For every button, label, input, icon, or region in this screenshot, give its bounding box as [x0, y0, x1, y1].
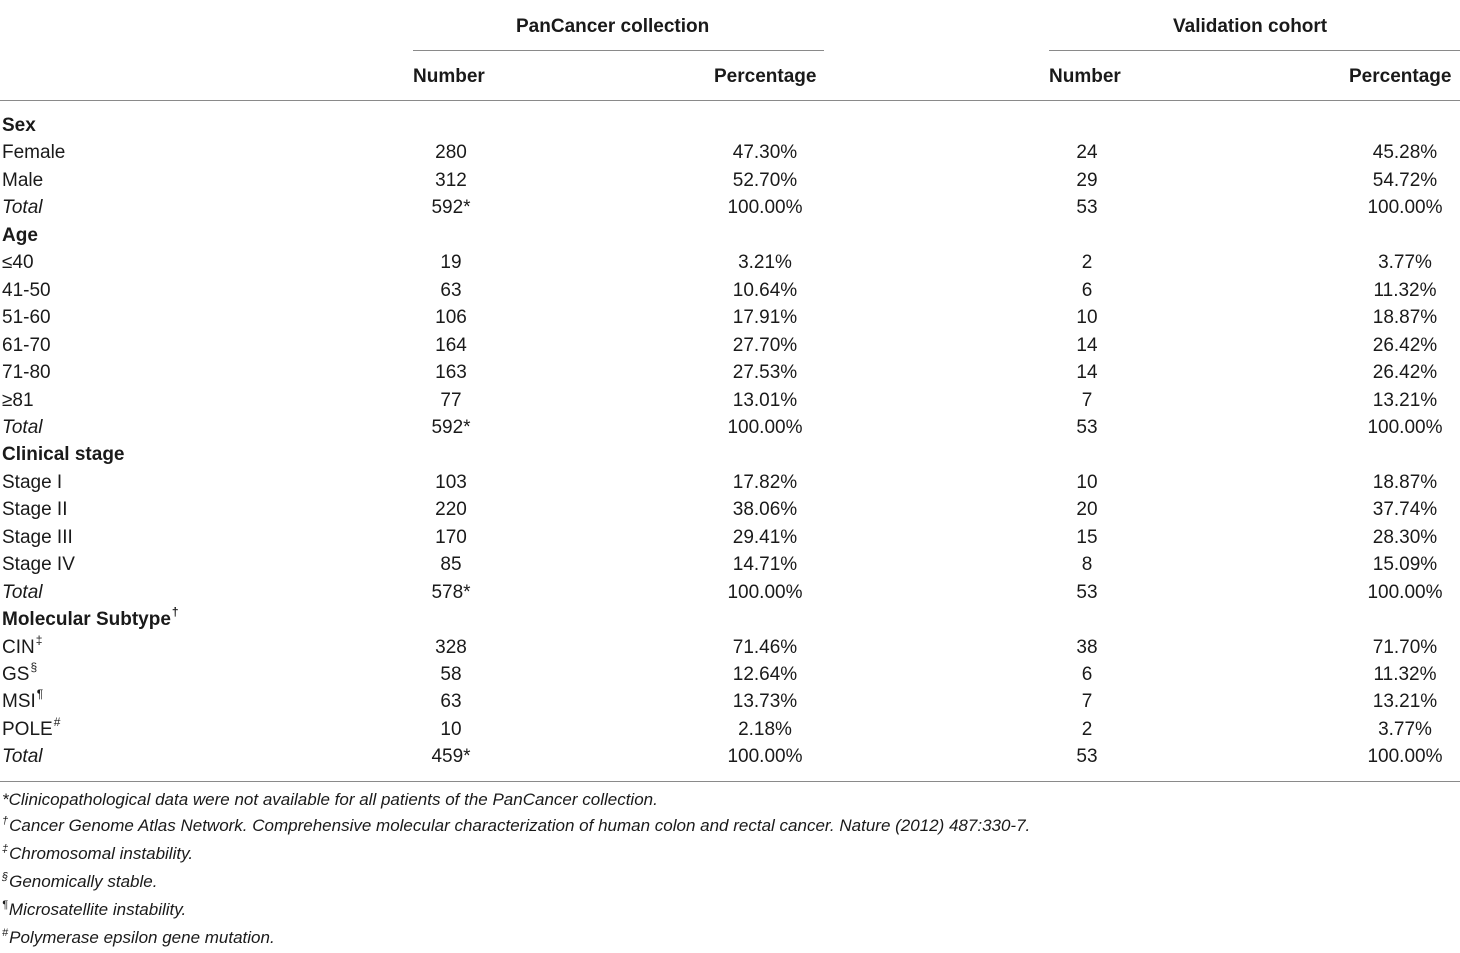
- row-label-text: MSI: [2, 691, 36, 713]
- row-label-text: Total: [2, 416, 43, 438]
- footnote-text: *Clinicopathological data were not available for all patients of the PanCancer collection.: [2, 790, 658, 809]
- row-label: [2, 139, 65, 166]
- validation-number-cell: 38: [1076, 636, 1098, 658]
- row-label: [2, 194, 43, 221]
- validation-percentage-cell: 13.21%: [1372, 691, 1438, 713]
- footnote-symbol: §: [2, 871, 9, 883]
- validation-number-cell: 20: [1076, 499, 1098, 521]
- footnote-marker: †: [171, 605, 179, 620]
- row-label-text: Total: [2, 581, 43, 603]
- row-label: [2, 112, 36, 139]
- pancancer-percentage-cell: 14.71%: [732, 554, 798, 576]
- pancancer-number-cell: 328: [435, 636, 467, 658]
- validation-number-cell: 14: [1076, 334, 1098, 356]
- row-label-text: Stage I: [2, 471, 63, 493]
- total-row: [0, 194, 1460, 221]
- row-label: [2, 579, 43, 606]
- header-group-validation: Validation cohort: [1173, 16, 1328, 37]
- pancancer-percentage-cell: 52.70%: [732, 169, 798, 191]
- footnote-text: Polymerase epsilon gene mutation.: [9, 928, 275, 947]
- row-label: [2, 304, 51, 331]
- validation-number-cell: 53: [1076, 197, 1098, 219]
- table-row: [0, 661, 1460, 688]
- pancancer-percentage-cell: 13.73%: [732, 691, 798, 713]
- total-row: [0, 579, 1460, 606]
- validation-number-cell: 53: [1076, 416, 1098, 438]
- pancancer-percentage-cell: 2.18%: [738, 718, 792, 740]
- pancancer-number-cell: 578*: [431, 581, 471, 603]
- validation-percentage-cell: 3.77%: [1378, 252, 1432, 274]
- row-label: [2, 496, 68, 523]
- pancancer-number-cell: 103: [435, 471, 467, 493]
- footnote-text: Chromosomal instability.: [9, 844, 194, 863]
- row-label-text: Sex: [2, 115, 36, 136]
- footnote: [2, 925, 1030, 953]
- header-number-2: Number: [1049, 66, 1121, 87]
- row-label: [2, 441, 125, 468]
- table-row: [0, 469, 1460, 496]
- validation-number-cell: 6: [1081, 664, 1093, 685]
- section-header-row: [0, 606, 1460, 633]
- row-label-text: Clinical stage: [2, 444, 125, 466]
- header-percentage-2: Percentage: [1349, 66, 1452, 87]
- validation-percentage-cell: 3.77%: [1378, 718, 1432, 740]
- table-row: [0, 387, 1460, 414]
- pancancer-percentage-cell: 3.21%: [738, 252, 792, 274]
- row-label-text: 71-80: [2, 362, 51, 384]
- section-header-row: [0, 441, 1460, 468]
- validation-number-cell: 14: [1076, 362, 1098, 384]
- pancancer-percentage-cell: 12.64%: [732, 664, 798, 685]
- total-row: [0, 414, 1460, 441]
- row-label: [2, 660, 38, 688]
- validation-number-cell: 6: [1081, 279, 1093, 301]
- row-label-text: ≤40: [2, 252, 34, 274]
- validation-number-cell: 2: [1081, 718, 1093, 740]
- row-label-text: 61-70: [2, 334, 51, 356]
- pancancer-number-cell: 19: [440, 252, 462, 274]
- validation-number-cell: 53: [1076, 746, 1098, 768]
- table-row: [0, 551, 1460, 578]
- pancancer-percentage-cell: 47.30%: [732, 142, 798, 164]
- row-label-text: Age: [2, 224, 38, 246]
- header-number-1: Number: [413, 66, 485, 87]
- header-percentage-1: Percentage: [714, 66, 817, 87]
- pancancer-number-cell: 170: [435, 526, 467, 548]
- validation-percentage-cell: 54.72%: [1372, 169, 1438, 191]
- pancancer-number-cell: 163: [435, 362, 467, 384]
- pancancer-number-cell: 85: [440, 554, 462, 576]
- pancancer-number-cell: 10: [440, 718, 462, 740]
- table-row: [0, 332, 1460, 359]
- validation-percentage-cell: 37.74%: [1372, 499, 1438, 521]
- pancancer-percentage-cell: 71.46%: [732, 636, 798, 658]
- group-rule-validation: [1049, 50, 1460, 51]
- footnote-symbol: ¶: [2, 899, 8, 911]
- header-bottom-rule: [0, 100, 1460, 101]
- validation-number-cell: 8: [1081, 554, 1093, 576]
- table-row: [0, 304, 1460, 331]
- row-label-text: CIN: [2, 636, 35, 658]
- validation-percentage-cell: 45.28%: [1372, 142, 1438, 164]
- validation-percentage-cell: 100.00%: [1367, 416, 1443, 438]
- validation-percentage-cell: 100.00%: [1367, 746, 1443, 768]
- row-label: [2, 469, 62, 496]
- validation-percentage-cell: 18.87%: [1372, 307, 1438, 329]
- row-label: [2, 687, 44, 715]
- footnote-text: Genomically stable.: [9, 872, 158, 891]
- validation-percentage-cell: 26.42%: [1372, 334, 1438, 356]
- pancancer-number-cell: 459*: [431, 746, 471, 768]
- validation-percentage-cell: 100.00%: [1367, 197, 1443, 219]
- validation-percentage-cell: 26.42%: [1372, 362, 1438, 384]
- table-row: [0, 496, 1460, 523]
- row-label: [2, 222, 38, 249]
- row-label: [2, 524, 73, 551]
- validation-number-cell: 10: [1076, 307, 1098, 329]
- row-label: [2, 332, 51, 359]
- pancancer-number-cell: 164: [435, 334, 467, 356]
- validation-number-cell: 7: [1081, 389, 1093, 411]
- row-label-text: 51-60: [2, 307, 51, 329]
- pancancer-number-cell: 592*: [431, 416, 471, 438]
- validation-percentage-cell: 71.70%: [1372, 636, 1438, 658]
- footnote: [2, 897, 1030, 925]
- header-group-pancancer: PanCancer collection: [516, 16, 710, 37]
- validation-percentage-cell: 100.00%: [1367, 581, 1443, 603]
- row-label: [2, 277, 51, 304]
- row-label: [2, 414, 43, 441]
- validation-number-cell: 10: [1076, 471, 1098, 493]
- validation-percentage-cell: 11.32%: [1373, 664, 1437, 685]
- row-label-text: Male: [2, 169, 44, 191]
- footnote-marker: §: [30, 660, 38, 674]
- row-label: [2, 359, 51, 386]
- pancancer-percentage-cell: 17.91%: [732, 307, 798, 329]
- footnote-symbol: #: [2, 927, 9, 939]
- validation-percentage-cell: 28.30%: [1372, 526, 1438, 548]
- pancancer-number-cell: 63: [440, 691, 462, 713]
- pancancer-number-cell: 312: [435, 169, 467, 191]
- pancancer-percentage-cell: 27.53%: [732, 362, 798, 384]
- validation-number-cell: 29: [1076, 169, 1098, 191]
- table-row: [0, 688, 1460, 715]
- row-label-text: Total: [2, 197, 43, 219]
- footnote-symbol: †: [2, 815, 9, 827]
- row-label: [2, 743, 43, 770]
- footnote-text: Cancer Genome Atlas Network. Comprehensive molecular characterization of human colon and rectal cancer. Nature (2012) 487:330-7.: [9, 816, 1031, 835]
- row-label-text: Stage III: [2, 526, 73, 548]
- footnote: [2, 787, 1030, 813]
- section-header-row: [0, 112, 1460, 139]
- pancancer-number-cell: 77: [440, 389, 462, 411]
- pancancer-number-cell: 106: [435, 307, 467, 329]
- table-row: [0, 139, 1460, 166]
- row-label: [2, 167, 43, 194]
- validation-percentage-cell: 11.32%: [1373, 279, 1437, 301]
- pancancer-number-cell: 58: [440, 664, 462, 685]
- footnote-text: Microsatellite instability.: [8, 900, 187, 919]
- validation-number-cell: 53: [1076, 581, 1098, 603]
- footnote-symbol: ‡: [2, 843, 9, 855]
- row-label-text: 41-50: [2, 279, 51, 301]
- pancancer-number-cell: 592*: [431, 197, 471, 219]
- pancancer-percentage-cell: 38.06%: [732, 499, 798, 521]
- group-rule-pancancer: [413, 50, 824, 51]
- pancancer-percentage-cell: 29.41%: [732, 526, 798, 548]
- table-bottom-rule: [0, 781, 1460, 782]
- table-row: [0, 524, 1460, 551]
- footnotes: [2, 787, 1030, 953]
- pancancer-percentage-cell: 100.00%: [727, 197, 803, 219]
- row-label-text: ≥81: [2, 389, 34, 411]
- row-label: [2, 249, 34, 276]
- row-label-text: Stage IV: [2, 554, 75, 576]
- footnote-marker: ‡: [35, 632, 43, 647]
- footnote: [2, 869, 1030, 897]
- pancancer-percentage-cell: 100.00%: [727, 746, 803, 768]
- row-label-text: GS: [2, 664, 30, 685]
- total-row: [0, 743, 1460, 770]
- validation-number-cell: 15: [1076, 526, 1098, 548]
- row-label-text: Molecular Subtype: [2, 609, 171, 631]
- row-label-text: Total: [2, 746, 43, 768]
- validation-percentage-cell: 15.09%: [1372, 554, 1438, 576]
- table-row: [0, 167, 1460, 194]
- section-header-row: [0, 222, 1460, 249]
- validation-percentage-cell: 13.21%: [1372, 389, 1438, 411]
- row-label: [2, 387, 34, 414]
- row-label-text: Female: [2, 142, 66, 164]
- row-label: [2, 551, 75, 578]
- validation-percentage-cell: 18.87%: [1372, 471, 1438, 493]
- row-label: [2, 714, 61, 743]
- table-row: [0, 359, 1460, 386]
- footnote: [2, 813, 1030, 841]
- row-label: [2, 605, 179, 633]
- table-row: [0, 277, 1460, 304]
- pancancer-number-cell: 280: [435, 142, 467, 164]
- validation-number-cell: 24: [1076, 142, 1098, 164]
- validation-number-cell: 7: [1081, 691, 1093, 713]
- footnote: [2, 841, 1030, 869]
- table-row: [0, 716, 1460, 743]
- pancancer-percentage-cell: 17.82%: [732, 471, 798, 493]
- footnote-marker: #: [53, 714, 61, 729]
- pancancer-percentage-cell: 100.00%: [727, 581, 803, 603]
- pancancer-percentage-cell: 10.64%: [732, 279, 798, 301]
- pancancer-number-cell: 63: [440, 279, 462, 301]
- table-row: [0, 634, 1460, 661]
- pancancer-number-cell: 220: [435, 499, 467, 521]
- validation-number-cell: 2: [1081, 252, 1093, 274]
- footnote-marker: ¶: [36, 687, 44, 702]
- table-row: [0, 249, 1460, 276]
- row-label-text: Stage II: [2, 499, 68, 521]
- row-label-text: POLE: [2, 718, 53, 740]
- pancancer-percentage-cell: 13.01%: [732, 389, 798, 411]
- pancancer-percentage-cell: 100.00%: [727, 416, 803, 438]
- pancancer-percentage-cell: 27.70%: [732, 334, 798, 356]
